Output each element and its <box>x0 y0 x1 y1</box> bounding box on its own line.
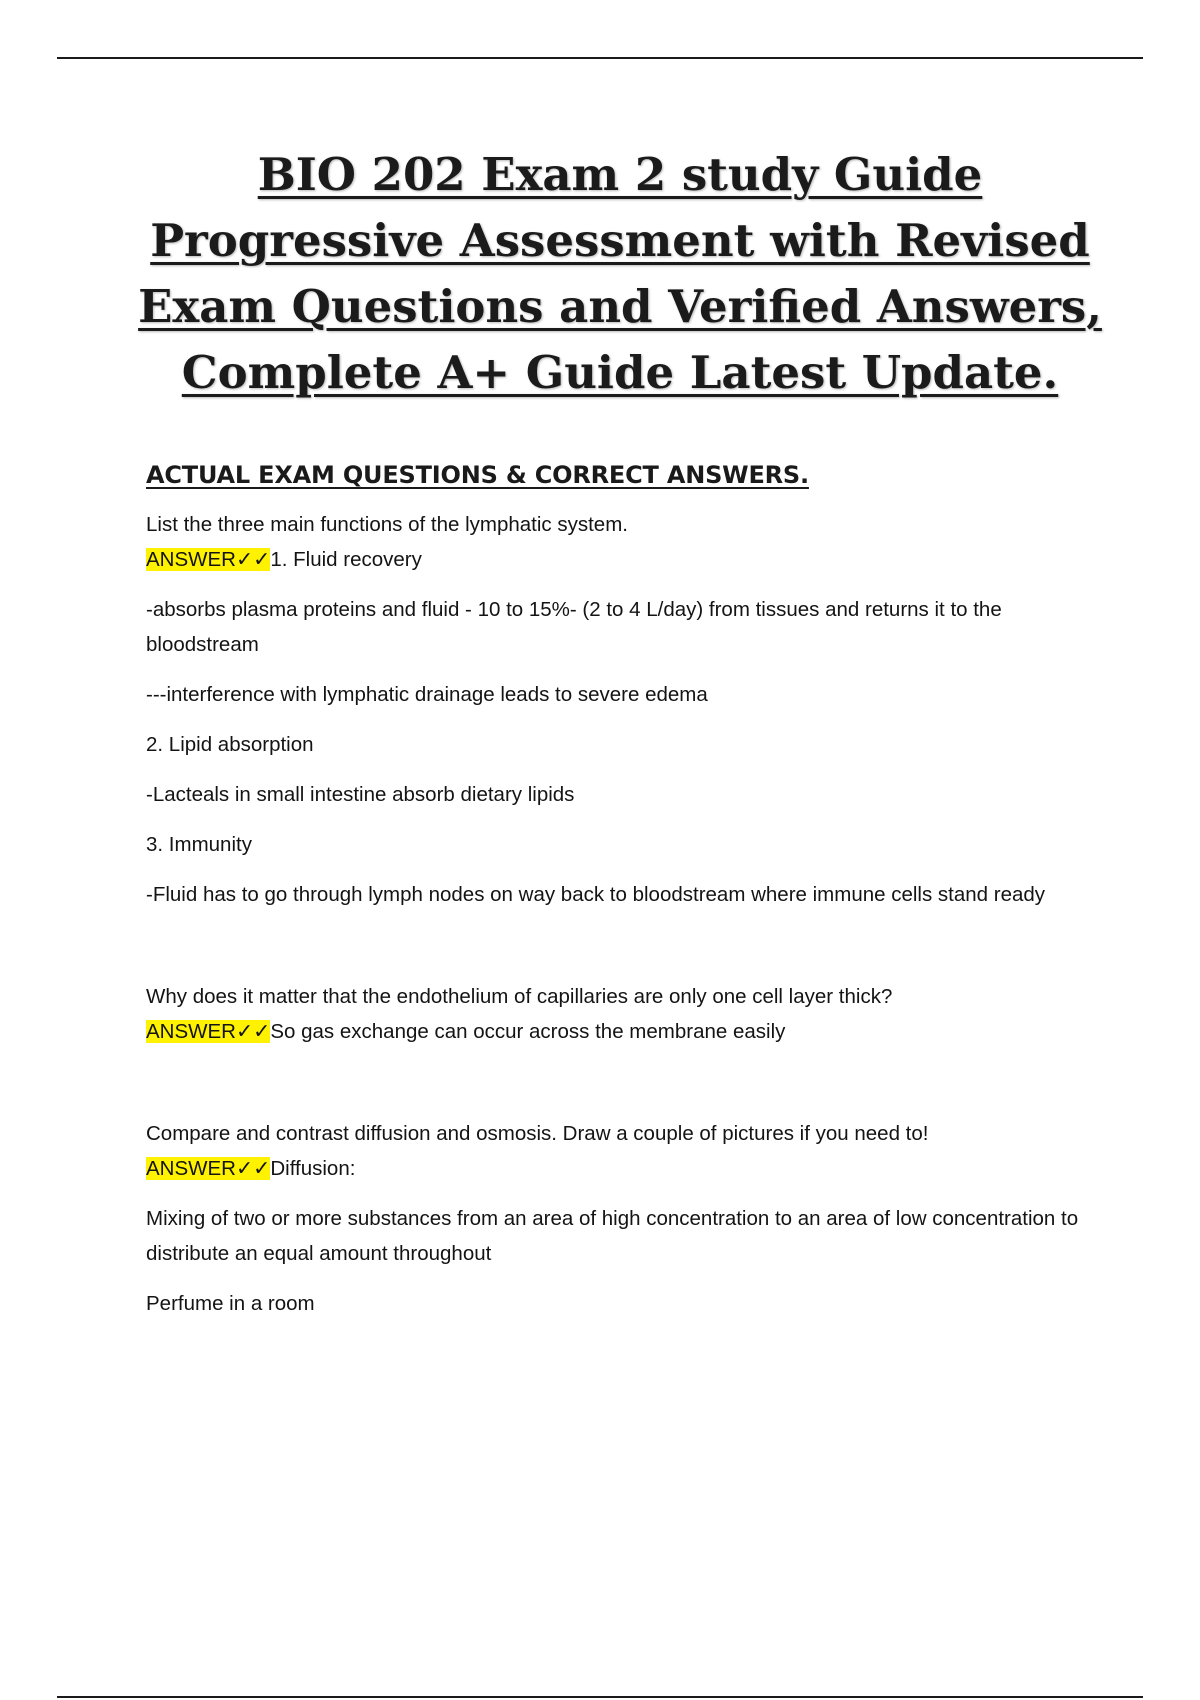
bottom-rule <box>57 1696 1143 1698</box>
title-line-3: Exam Questions and Verified Answers, <box>138 280 1102 333</box>
document-body <box>146 458 1106 1336</box>
section-heading: ACTUAL EXAM QUESTIONS & CORRECT ANSWERS. <box>146 461 809 489</box>
answer-1-text: 1. Fluid recovery <box>270 548 422 571</box>
answer-1-para-6: -Fluid has to go through lymph nodes on way back to bloodstream where immune cells stand ready <box>146 883 1046 906</box>
top-rule <box>57 57 1143 59</box>
question-3: Compare and contrast diffusion and osmosis. Draw a couple of pictures if you need to! <box>146 1122 929 1145</box>
answer-2-text: So gas exchange can occur across the membrane easily <box>270 1020 786 1043</box>
answer-1-para-2: ---interference with lymphatic drainage leads to severe edema <box>146 683 708 706</box>
answer-2 <box>146 1014 1106 1049</box>
title-line-4: Complete A+ Guide Latest Update. <box>181 346 1059 399</box>
answer-3-text: Diffusion: <box>270 1157 356 1180</box>
answer-1-para-3: 2. Lipid absorption <box>146 733 314 756</box>
question-1: List the three main functions of the lymphatic system. <box>146 513 628 536</box>
answer-tag: ANSWER✓✓ <box>146 548 271 571</box>
qa-item-1 <box>146 507 1106 912</box>
answer-1-para-4: -Lacteals in small intestine absorb dietary lipids <box>146 783 575 806</box>
document-title <box>110 142 1130 406</box>
answer-3-para-2: Perfume in a room <box>146 1292 315 1315</box>
answer-3 <box>146 1151 1106 1186</box>
answer-1 <box>146 542 1106 577</box>
answer-3-para-1: Mixing of two or more substances from an area of high concentration to an area of low concentration to distribute an equal amount throughout <box>146 1207 1079 1265</box>
title-line-2: Progressive Assessment with Revised <box>150 214 1090 267</box>
question-2: Why does it matter that the endothelium of capillaries are only one cell layer thick? <box>146 985 893 1008</box>
title-line-1: BIO 202 Exam 2 study Guide <box>257 148 983 201</box>
answer-1-para-5: 3. Immunity <box>146 833 252 856</box>
answer-tag: ANSWER✓✓ <box>146 1157 271 1180</box>
answer-1-para-1: -absorbs plasma proteins and fluid - 10 to 15%- (2 to 4 L/day) from tissues and returns it to the bloodstream <box>146 598 1002 656</box>
qa-item-2 <box>146 979 1106 1049</box>
qa-item-3 <box>146 1116 1106 1321</box>
answer-tag: ANSWER✓✓ <box>146 1020 271 1043</box>
